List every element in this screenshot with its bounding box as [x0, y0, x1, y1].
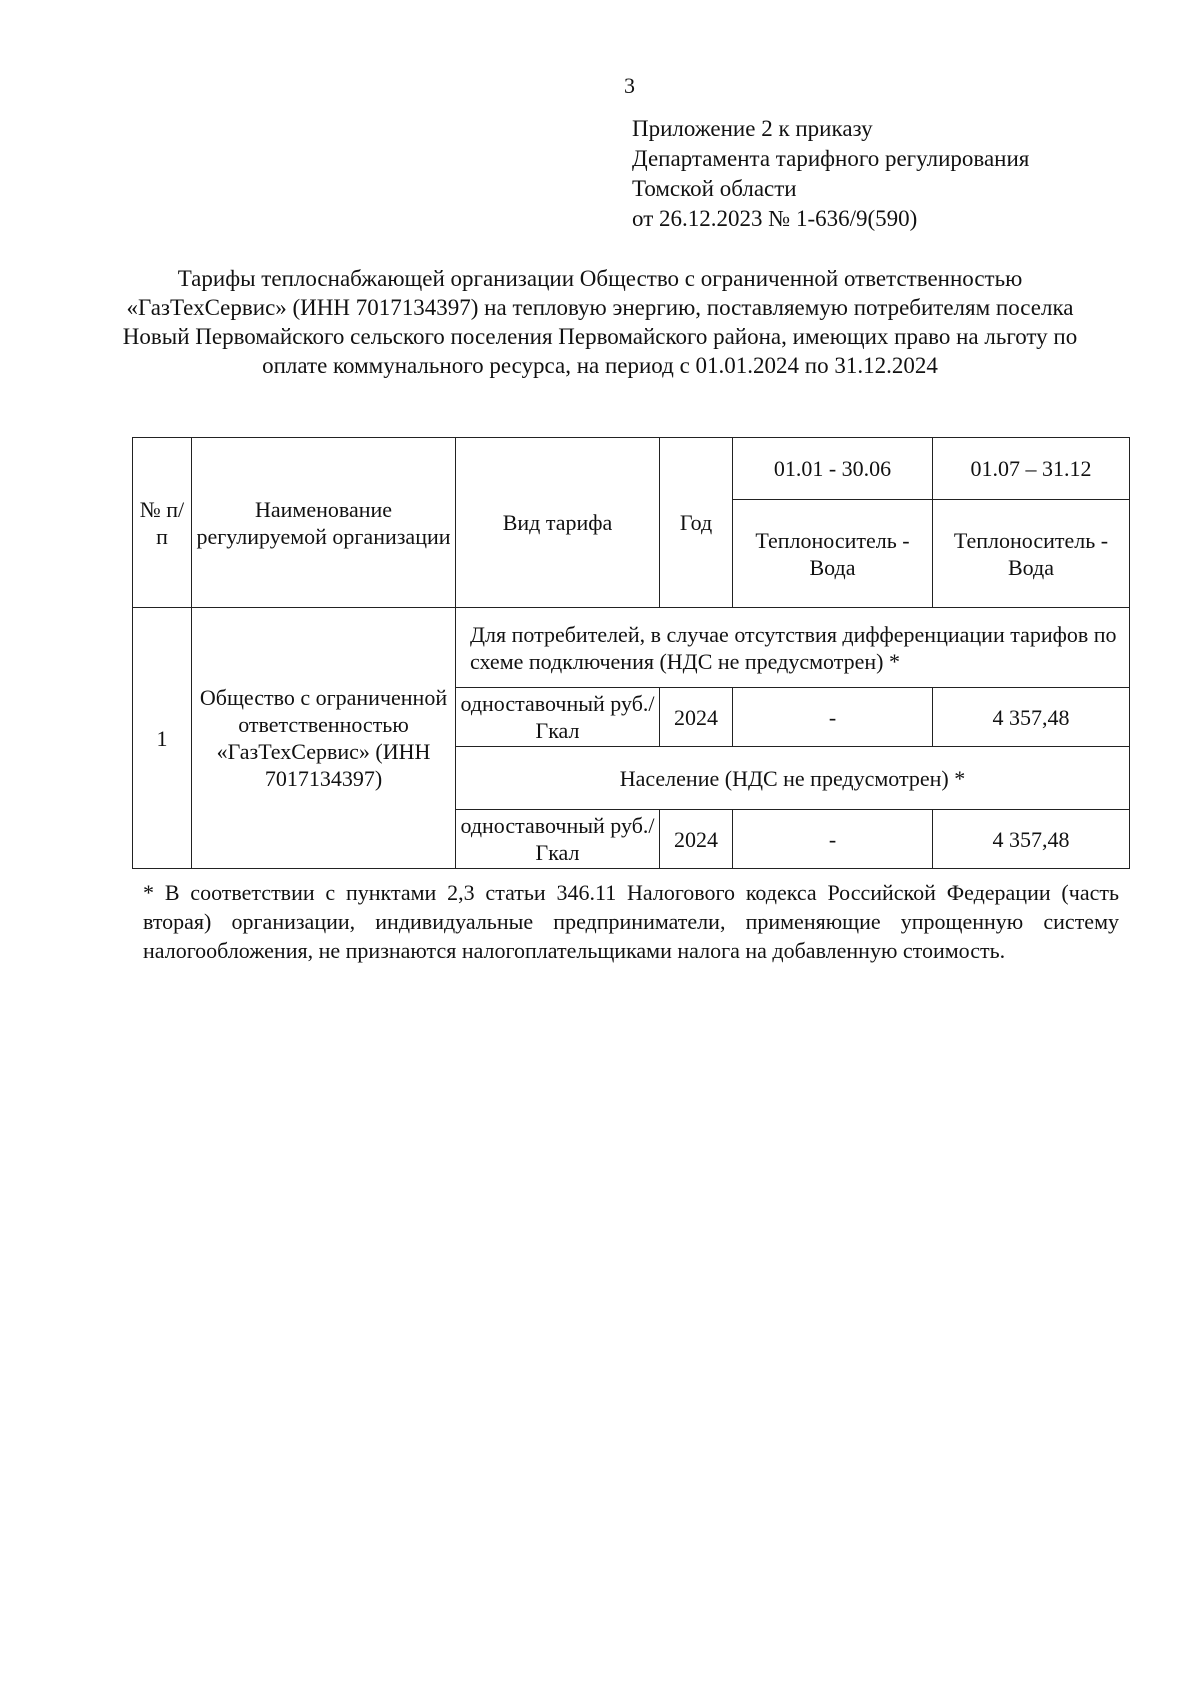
- header-carrier-1: Теплоноситель - Вода: [733, 500, 933, 608]
- group-label: Население (НДС не предусмотрен) *: [456, 747, 1130, 810]
- appendix-line: Томской области: [632, 176, 797, 201]
- header-carrier-2: Теплоноситель - Вода: [933, 500, 1130, 608]
- appendix-line: от 26.12.2023 № 1-636/9(590): [632, 206, 918, 231]
- appendix-block: [632, 114, 1029, 234]
- document-title: Тарифы теплоснабжающей организации Общество с ограниченной ответственностью «ГазТехСервис» (ИНН 7017134397) на тепловую энергию, поставляемую потребителям поселка Новый Первомайского сельского поселения Первомайского района, имеющих право на льготу по оплате коммунального ресурса, на период с 01.01.2024 по 31.12.2024: [122, 266, 1078, 378]
- org-name: Общество с ограниченной ответственностью «ГазТехСервис» (ИНН 7017134397): [192, 608, 456, 869]
- value-period-1: -: [733, 688, 933, 747]
- tariff-type-cell: одноставочный руб./Гкал: [456, 688, 660, 747]
- year-cell: 2024: [660, 688, 733, 747]
- row-number: 1: [133, 608, 192, 869]
- appendix-line: Департамента тарифного регулирования: [632, 146, 1030, 171]
- appendix-line: Приложение 2 к приказу: [632, 116, 873, 141]
- header-num: № п/п: [133, 438, 192, 608]
- page-number: 3: [624, 73, 635, 98]
- tariff-table: [132, 437, 1130, 869]
- tariff-type-cell: одноставочный руб./Гкал: [456, 810, 660, 869]
- header-year: Год: [660, 438, 733, 608]
- header-org: Наименование регулируемой организации: [192, 438, 456, 608]
- footnote: * В соответствии с пунктами 2,3 статьи 346.11 Налогового кодекса Российской Федерации (часть вторая) организации, индивидуальные предприниматели, применяющие упрощенную систему налогообложения, не признаются налогоплательщиками налога на добавленную стоимость.: [143, 880, 1119, 963]
- header-period-1: 01.01 - 30.06: [733, 438, 933, 500]
- value-period-2: 4 357,48: [933, 688, 1130, 747]
- header-tariff-type: Вид тарифа: [456, 438, 660, 608]
- value-period-2: 4 357,48: [933, 810, 1130, 869]
- year-cell: 2024: [660, 810, 733, 869]
- header-period-2: 01.07 – 31.12: [933, 438, 1130, 500]
- value-period-1: -: [733, 810, 933, 869]
- group-label: Для потребителей, в случае отсутствия дифференциации тарифов по схеме подключения (НДС не предусмотрен) *: [456, 608, 1130, 688]
